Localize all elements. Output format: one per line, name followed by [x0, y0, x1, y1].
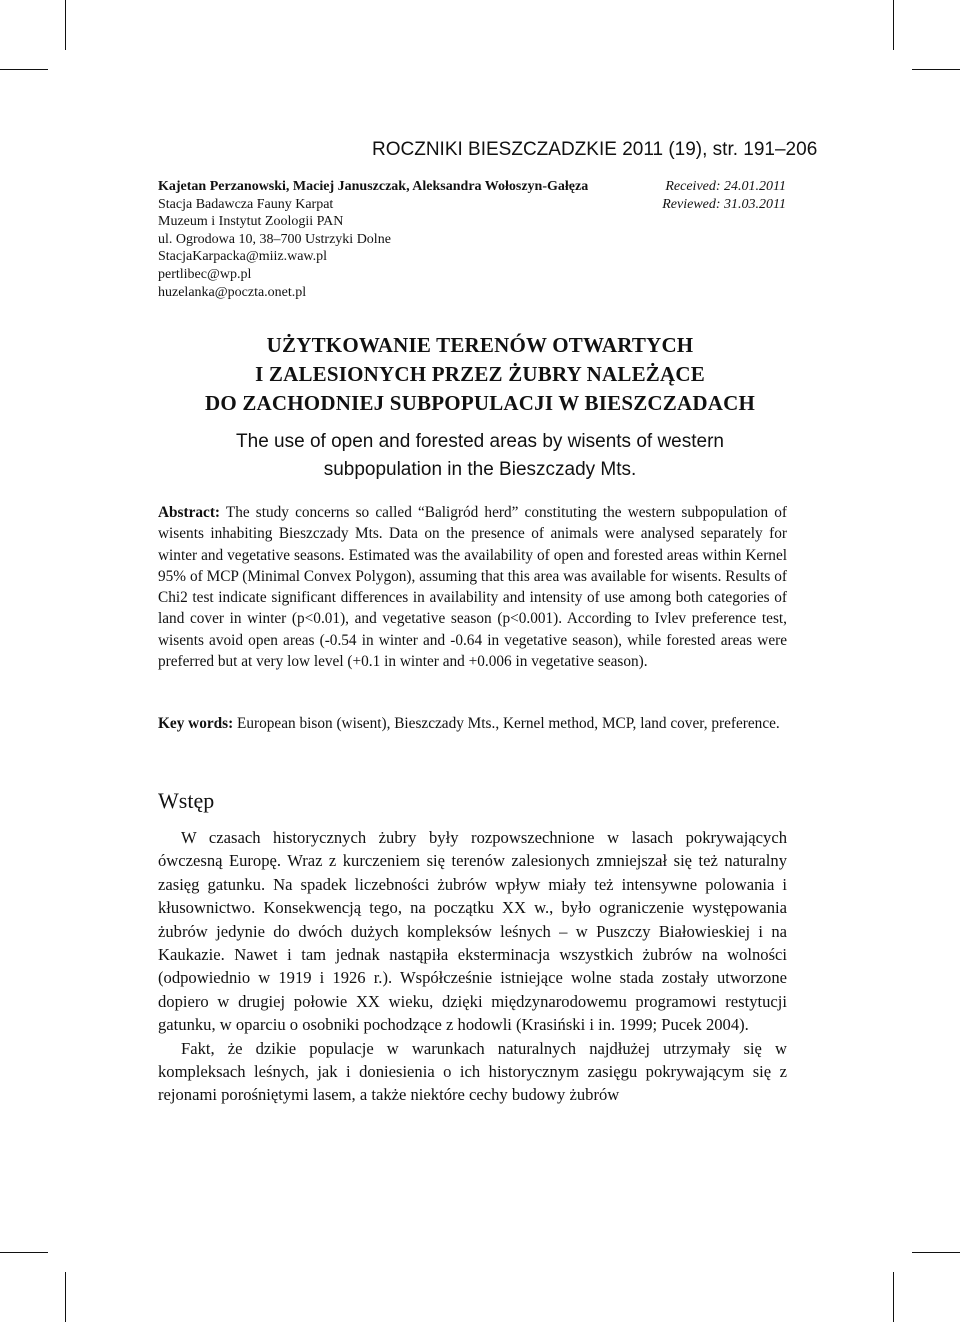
received-date: Received: 24.01.2011 — [665, 179, 786, 194]
title-english-line: subpopulation in the Bieszczady Mts. — [323, 459, 637, 480]
title-english — [100, 428, 860, 484]
title-polish — [100, 331, 860, 418]
abstract-text: The study concerns so called “Baligród herd” constituting the western subpopulation of wisents inhabiting Bieszczady Mts. Data on the presence of animals were analysed separately for winter and vegetative seasons. Estimated was the availability of open and forested areas within Kernel 95% of MCP (Minimal Convex Polygon), assuming that this area was available for wisents. Results of Chi2 test indicate significant differences in availability and intensity of use among both categories of land cover in winter (p<0.01), and vegetative season (p<0.001). According to Ivlev preference test, wisents avoid open areas (-0.54 in winter and -0.64 in vegetative season), while forested areas were preferred but at very low level (+0.1 in winter and +0.006 in vegetative season). — [158, 504, 787, 671]
crop-mark-bottom-left-horizontal — [0, 1252, 48, 1253]
reviewed-date: Reviewed: 31.03.2011 — [662, 196, 786, 212]
affiliation-line: Muzeum i Instytut Zoologii PAN — [158, 214, 344, 230]
affiliation-email: StacjaKarpacka@miiz.waw.pl — [158, 249, 328, 265]
author-names: Kajetan Perzanowski, Maciej Januszczak, Aleksandra Wołoszyn-Gałęza — [158, 179, 589, 194]
affiliation-email: huzelanka@poczta.onet.pl — [158, 284, 307, 300]
journal-header: ROCZNIKI BIESZCZADZKIE 2011 (19), str. 191–206 — [372, 139, 818, 160]
keywords — [158, 713, 787, 734]
section-heading: Wstęp — [158, 788, 215, 813]
abstract — [158, 502, 787, 672]
title-polish-line: DO ZACHODNIEJ SUBPOPULACJI W BIESZCZADACH — [204, 391, 756, 415]
body-paragraph: W czasach historycznych żubry były rozpowszechnione w lasach pokrywających ówczesną Europę. Wraz z kurczeniem się terenów zalesionych zmniejszał się też naturalny zasięg gatunku. Na spadek liczebności żubrów wpływ miały też intensywne polowania i kłusownictwo. Konsekwencją tego, na początku XX w., było ograniczenie występowania żubrów jedynie do dwóch dużych kompleksów leśnych – w Puszczy Białowieskiej i na Kaukazie. Nawet i tam jednak nastąpiła eksterminacja wszystkich żubrów na wolności (odpowiednio w 1919 i 1926 r.). Współcześnie istniejące wolne stada zostały utworzone dopiero w drugiej połowie XX wieku, dzięki międzynarodowemu programowi restytucji gatunku, w oparciu o osobniki pochodzące z hodowli (Krasiński i in. 1999; Pucek 2004). — [158, 828, 787, 1035]
body-paragraph: Fakt, że dzikie populacje w warunkach naturalnych najdłużej utrzymały się w kompleksach leśnych, jak i doniesienia o ich historycznym zasięgu pokrywającym się z rejonami porośniętymi lasem, a także niektóre cechy budowy żubrów — [158, 1038, 787, 1105]
title-polish-line: I ZALESIONYCH PRZEZ ŻUBRY NALEŻĄCE — [255, 362, 705, 386]
body-text — [158, 826, 787, 1107]
crop-mark-top-right-vertical — [893, 0, 894, 50]
author-block — [158, 178, 628, 301]
crop-mark-bottom-right-vertical — [893, 1272, 894, 1322]
crop-mark-top-left-horizontal — [0, 69, 48, 70]
crop-mark-top-right-horizontal — [912, 69, 960, 70]
title-polish-line: UŻYTKOWANIE TERENÓW OTWARTYCH — [266, 333, 694, 357]
crop-mark-top-left-vertical — [65, 0, 66, 50]
submission-dates — [600, 178, 786, 213]
affiliation-line: ul. Ogrodowa 10, 38–700 Ustrzyki Dolne — [158, 231, 391, 247]
keywords-text: European bison (wisent), Bieszczady Mts., Kernel method, MCP, land cover, preference. — [237, 715, 780, 732]
crop-mark-bottom-right-horizontal — [912, 1252, 960, 1253]
crop-mark-bottom-left-vertical — [65, 1272, 66, 1322]
keywords-label: Key words: — [158, 715, 234, 732]
affiliation-line: Stacja Badawcza Fauny Karpat — [158, 196, 334, 212]
abstract-label: Abstract: — [158, 504, 221, 521]
affiliation-email: pertlibec@wp.pl — [158, 266, 252, 282]
title-english-line: The use of open and forested areas by wisents of western — [236, 431, 724, 452]
